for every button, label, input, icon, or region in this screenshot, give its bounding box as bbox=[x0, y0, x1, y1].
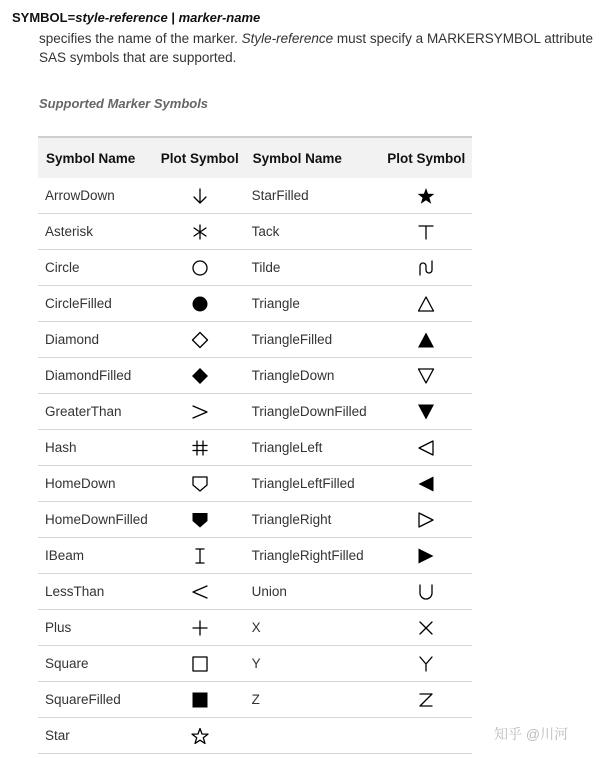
triangle-left-filled-icon bbox=[417, 475, 435, 493]
symbol-name-cell: TriangleLeftFilled bbox=[245, 466, 381, 502]
plot-symbol-cell bbox=[381, 718, 472, 754]
triangle-left-icon bbox=[417, 439, 435, 457]
circle-icon bbox=[191, 259, 209, 277]
plot-symbol-cell bbox=[155, 646, 245, 682]
table-row bbox=[38, 178, 472, 214]
header-symbol-name-1: Symbol Name bbox=[38, 137, 155, 178]
symbol-name-cell: Union bbox=[245, 574, 381, 610]
plot-symbol-cell bbox=[381, 250, 472, 286]
marker-symbols-table bbox=[38, 136, 472, 754]
plot-symbol-cell bbox=[381, 322, 472, 358]
triangle-right-filled-icon bbox=[417, 547, 435, 565]
syntax-arg-style-reference: style-reference bbox=[75, 10, 168, 25]
square-icon bbox=[191, 655, 209, 673]
symbol-name-cell: TriangleRight bbox=[245, 502, 381, 538]
home-down-filled-icon bbox=[191, 511, 209, 529]
square-filled-icon bbox=[191, 691, 209, 709]
header-symbol-name-2: Symbol Name bbox=[245, 137, 381, 178]
symbol-name-cell: GreaterThan bbox=[38, 394, 155, 430]
plot-symbol-cell bbox=[381, 178, 472, 214]
syntax-arg-marker-name: marker-name bbox=[178, 10, 261, 25]
description-text: must specify a MARKERSYMBOL attribute bbox=[333, 31, 593, 46]
symbol-name-cell: TriangleLeft bbox=[245, 430, 381, 466]
syntax-separator: | bbox=[167, 10, 179, 25]
symbol-name-cell: Hash bbox=[38, 430, 155, 466]
symbol-name-cell: TriangleFilled bbox=[245, 322, 381, 358]
plot-symbol-cell bbox=[381, 538, 472, 574]
table-row bbox=[38, 322, 472, 358]
plot-symbol-cell bbox=[155, 466, 245, 502]
table-row bbox=[38, 502, 472, 538]
diamond-icon bbox=[191, 331, 209, 349]
diamond-filled-icon bbox=[191, 367, 209, 385]
plot-symbol-cell bbox=[155, 358, 245, 394]
plot-symbol-cell bbox=[381, 286, 472, 322]
symbol-name-cell: LessThan bbox=[38, 574, 155, 610]
symbol-name-cell: Asterisk bbox=[38, 214, 155, 250]
plot-symbol-cell bbox=[381, 214, 472, 250]
symbol-name-cell: Z bbox=[245, 682, 381, 718]
plot-symbol-cell bbox=[155, 574, 245, 610]
ibeam-icon bbox=[191, 547, 209, 565]
plot-symbol-cell bbox=[381, 610, 472, 646]
syntax-line bbox=[12, 10, 260, 25]
plot-symbol-cell bbox=[381, 394, 472, 430]
plot-symbol-cell bbox=[381, 574, 472, 610]
symbol-name-cell: Circle bbox=[38, 250, 155, 286]
triangle-icon bbox=[417, 295, 435, 313]
z-icon bbox=[417, 691, 435, 709]
plot-symbol-cell bbox=[155, 394, 245, 430]
table-row bbox=[38, 286, 472, 322]
triangle-filled-icon bbox=[417, 331, 435, 349]
plot-symbol-cell bbox=[155, 610, 245, 646]
symbol-name-cell: CircleFilled bbox=[38, 286, 155, 322]
plot-symbol-cell bbox=[155, 538, 245, 574]
plot-symbol-cell bbox=[155, 718, 245, 754]
plot-symbol-cell bbox=[155, 250, 245, 286]
symbol-name-cell: HomeDownFilled bbox=[38, 502, 155, 538]
symbol-name-cell: Tack bbox=[245, 214, 381, 250]
greater-than-icon bbox=[191, 403, 209, 421]
symbol-name-cell: TriangleDown bbox=[245, 358, 381, 394]
table-row bbox=[38, 394, 472, 430]
plot-symbol-cell bbox=[155, 286, 245, 322]
union-icon bbox=[417, 583, 435, 601]
symbol-name-cell: Tilde bbox=[245, 250, 381, 286]
symbol-name-cell: Y bbox=[245, 646, 381, 682]
tilde-icon bbox=[417, 259, 435, 277]
triangle-right-icon bbox=[417, 511, 435, 529]
plot-symbol-cell bbox=[155, 430, 245, 466]
tack-icon bbox=[417, 223, 435, 241]
table-row bbox=[38, 358, 472, 394]
symbol-name-cell: Star bbox=[38, 718, 155, 754]
symbol-name-cell: StarFilled bbox=[245, 178, 381, 214]
table-row bbox=[38, 574, 472, 610]
plot-symbol-cell bbox=[155, 322, 245, 358]
plot-symbol-cell bbox=[381, 430, 472, 466]
description-line-1 bbox=[39, 29, 593, 48]
plot-symbol-cell bbox=[155, 214, 245, 250]
description-text: specifies the name of the marker. bbox=[39, 31, 242, 46]
symbol-name-cell: Square bbox=[38, 646, 155, 682]
plot-symbol-cell bbox=[381, 502, 472, 538]
symbol-name-cell: HomeDown bbox=[38, 466, 155, 502]
symbol-name-cell: DiamondFilled bbox=[38, 358, 155, 394]
table-row bbox=[38, 430, 472, 466]
plot-symbol-cell bbox=[155, 178, 245, 214]
plot-symbol-cell bbox=[155, 682, 245, 718]
hash-icon bbox=[191, 439, 209, 457]
x-icon bbox=[417, 619, 435, 637]
plus-icon bbox=[191, 619, 209, 637]
home-down-icon bbox=[191, 475, 209, 493]
less-than-icon bbox=[191, 583, 209, 601]
arrow-down-icon bbox=[191, 187, 209, 205]
description-emphasis: Style-reference bbox=[241, 31, 334, 46]
header-plot-symbol-2: Plot Symbol bbox=[381, 137, 472, 178]
symbol-name-cell: Plus bbox=[38, 610, 155, 646]
description bbox=[39, 29, 593, 67]
table-row bbox=[38, 538, 472, 574]
symbol-name-cell: X bbox=[245, 610, 381, 646]
symbol-name-cell: ArrowDown bbox=[38, 178, 155, 214]
plot-symbol-cell bbox=[381, 646, 472, 682]
table-caption: Supported Marker Symbols bbox=[39, 96, 209, 111]
symbol-name-cell: IBeam bbox=[38, 538, 155, 574]
symbol-name-cell: Triangle bbox=[245, 286, 381, 322]
symbol-name-cell: Diamond bbox=[38, 322, 155, 358]
watermark: 知乎 @川河 bbox=[494, 726, 569, 742]
header-plot-symbol-1: Plot Symbol bbox=[155, 137, 245, 178]
table-row bbox=[38, 646, 472, 682]
star-icon bbox=[191, 727, 209, 745]
table-row bbox=[38, 682, 472, 718]
asterisk-icon bbox=[191, 223, 209, 241]
table-row bbox=[38, 718, 472, 754]
symbol-name-cell: SquareFilled bbox=[38, 682, 155, 718]
star-filled-icon bbox=[417, 187, 435, 205]
y-icon bbox=[417, 655, 435, 673]
symbol-name-cell: TriangleRightFilled bbox=[245, 538, 381, 574]
circle-filled-icon bbox=[191, 295, 209, 313]
plot-symbol-cell bbox=[381, 682, 472, 718]
triangle-down-filled-icon bbox=[417, 403, 435, 421]
table-row bbox=[38, 610, 472, 646]
triangle-down-icon bbox=[417, 367, 435, 385]
plot-symbol-cell bbox=[155, 502, 245, 538]
table-row bbox=[38, 466, 472, 502]
table-header-row bbox=[38, 137, 472, 178]
syntax-keyword: SYMBOL= bbox=[12, 10, 76, 25]
plot-symbol-cell bbox=[381, 466, 472, 502]
description-line-2: SAS symbols that are supported. bbox=[39, 50, 237, 65]
symbol-name-cell: TriangleDownFilled bbox=[245, 394, 381, 430]
table-row bbox=[38, 250, 472, 286]
symbol-name-cell bbox=[245, 718, 381, 754]
plot-symbol-cell bbox=[381, 358, 472, 394]
table-row bbox=[38, 214, 472, 250]
